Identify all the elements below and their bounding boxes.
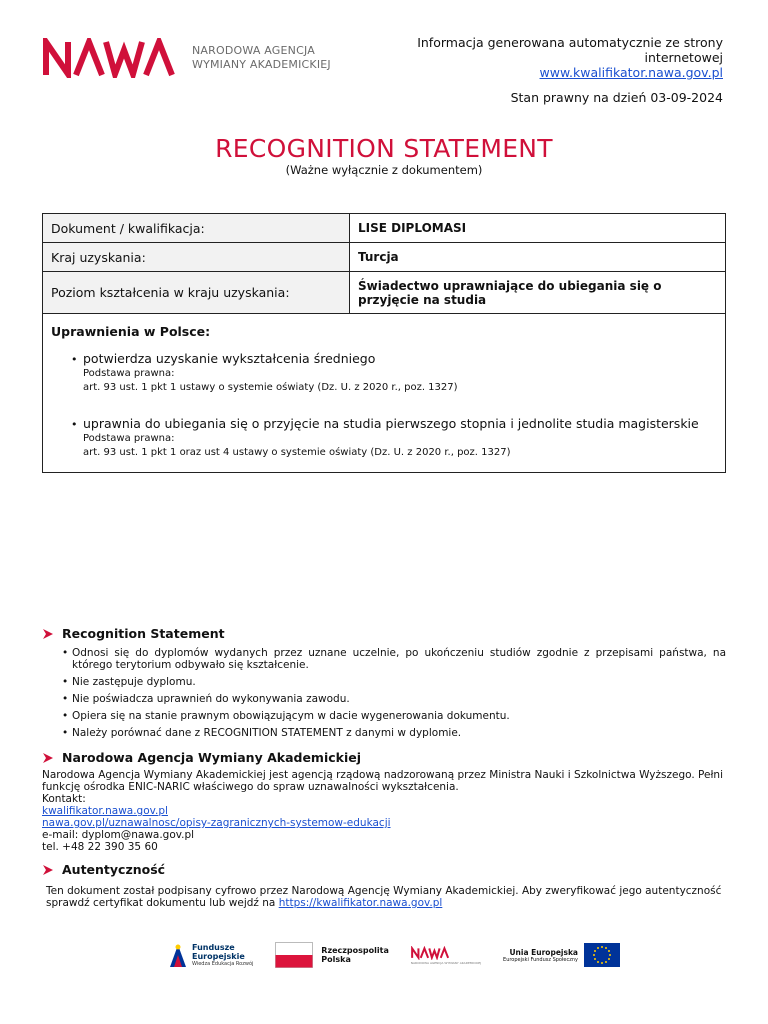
row-label: Dokument / kwalifikacja: [43, 214, 350, 242]
unia-europejska-logo: Unia Europejska Europejski Fundusz Społeczny [503, 943, 620, 967]
section-heading [42, 750, 726, 765]
section-title: Narodowa Agencja Wymiany Akademickiej [62, 750, 362, 765]
legal-status-date: Stan prawny na dzień 03-09-2024 [510, 90, 723, 105]
bullet-icon: • [71, 418, 78, 431]
row-value: Świadectwo uprawniające do ubiegania się o przyjęcie na studia [358, 278, 662, 307]
section-title: Autentyczność [62, 862, 166, 877]
nawa-description: Narodowa Agencja Wymiany Akademickiej jest agencją rządową nadzorowaną przez Ministra Nauki i Szkolnictwa Wyższego. Pełni funkcję ośrodka ENIC-NARIC właściwego do spraw uznawalności wykształcenia. Kontakt: kwalifikator.nawa.gov.pl nawa.gov.pl/uznawalnosc/opisy-zagranicznych-systemow-edukacji e-mail: dyplom@nawa.gov.pl tel. +48 22 390 35 60 [42, 769, 726, 853]
list-item: • Należy porównać dane z RECOGNITION STATEMENT z danymi w dyplomie. [62, 727, 462, 739]
page-title: RECOGNITION STATEMENT [215, 134, 553, 163]
row-value: LISE DIPLOMASI [358, 221, 467, 235]
verify-link[interactable]: https://kwalifikator.nawa.gov.pl [278, 897, 443, 909]
nawa-small-logo: NARODOWA AGENCJA WYMIANY AKADEMICKIEJ [411, 946, 481, 965]
polish-flag-icon [275, 942, 313, 968]
header-info [403, 35, 723, 105]
page-subtitle: (Ważne wyłącznie z dokumentem) [285, 163, 483, 177]
education-systems-link[interactable]: nawa.gov.pl/uznawalnosc/opisy-zagranicznych-systemow-edukacji [42, 817, 391, 829]
section-nawa [42, 750, 726, 853]
permission-item [71, 351, 717, 394]
nawa-small-wordmark-icon [411, 946, 451, 960]
row-label: Poziom kształcenia w kraju uzyskania: [43, 272, 350, 313]
eu-flag-icon [584, 943, 620, 967]
permission-basis: art. 93 ust. 1 pkt 1 oraz ust 4 ustawy o systemie oświaty (Dz. U. z 2020 r., poz. 1327) [83, 447, 511, 458]
table-row [43, 272, 725, 314]
permissions-block [43, 314, 725, 472]
list-item: • Odnosi się do dyplomów wydanych przez uznane uczelnie, po ukończeniu studiów zgodnie z przepisami państwa, na którego terytorium odbywało się kształcenie. [62, 647, 726, 671]
permission-basis: art. 93 ust. 1 pkt 1 ustawy o systemie oświaty (Dz. U. z 2020 r., poz. 1327) [83, 382, 458, 393]
permission-basis-label: Podstawa prawna: [83, 368, 175, 379]
row-label: Kraj uzyskania: [43, 243, 350, 271]
permission-item [71, 416, 717, 459]
section-authenticity [42, 862, 726, 909]
authenticity-text: Ten dokument został podpisany cyfrowo przez Narodową Agencję Wymiany Akademickiej. Aby zweryfikować jego autentyczność sprawdź certyfikat dokumentu lub wejdź na https://kwalifikator.nawa.gov.pl [46, 885, 722, 909]
logo-line-1: NARODOWA AGENCJA [192, 44, 315, 57]
nawa-logo-text [192, 44, 331, 72]
contact-label: Kontakt: [42, 793, 86, 805]
arrow-right-icon [42, 628, 62, 640]
table-row [43, 243, 725, 272]
nawa-logo [42, 38, 331, 78]
kwalifikator-link[interactable]: www.kwalifikator.nawa.gov.pl [539, 65, 723, 80]
kwalifikator-contact-link[interactable]: kwalifikator.nawa.gov.pl [42, 805, 168, 817]
info-line-1: Informacja generowana automatycznie ze strony [417, 35, 723, 50]
footer-logos [168, 938, 620, 972]
fe-star-icon [168, 941, 188, 969]
recognition-table [42, 213, 726, 473]
list-item: • Nie zastępuje dyplomu. [62, 676, 196, 688]
section-heading [42, 862, 726, 877]
section-heading [42, 626, 726, 641]
contact-phone: tel. +48 22 390 35 60 [42, 841, 158, 853]
rs-list [62, 647, 726, 739]
list-item: • Opiera się na stanie prawnym obowiązującym w dacie wygenerowania dokumentu. [62, 710, 510, 722]
table-row [43, 214, 725, 243]
permission-text: potwierdza uzyskanie wykształcenia średniego [83, 351, 376, 366]
fundusze-europejskie-logo: Fundusze Europejskie Wiedza Edukacja Rozwój [168, 941, 253, 969]
logo-line-2: WYMIANY AKADEMICKIEJ [192, 58, 331, 71]
contact-email: e-mail: dyplom@nawa.gov.pl [42, 829, 195, 841]
rzeczpospolita-logo: Rzeczpospolita Polska [275, 942, 389, 968]
nawa-wordmark-icon [42, 38, 182, 78]
info-line-2: internetowej [644, 50, 723, 65]
section-recognition-statement [42, 626, 726, 744]
permissions-title: Uprawnienia w Polsce: [51, 324, 211, 339]
section-title: Recognition Statement [62, 626, 225, 641]
arrow-right-icon [42, 752, 62, 764]
arrow-right-icon [42, 864, 62, 876]
permission-basis-label: Podstawa prawna: [83, 433, 175, 444]
permission-text: uprawnia do ubiegania się o przyjęcie na studia pierwszego stopnia i jednolite studia magisterskie [83, 416, 699, 431]
nawa-logo-mark [42, 38, 182, 78]
list-item: • Nie poświadcza uprawnień do wykonywania zawodu. [62, 693, 350, 705]
row-value: Turcja [358, 250, 399, 264]
bullet-icon: • [71, 353, 78, 366]
